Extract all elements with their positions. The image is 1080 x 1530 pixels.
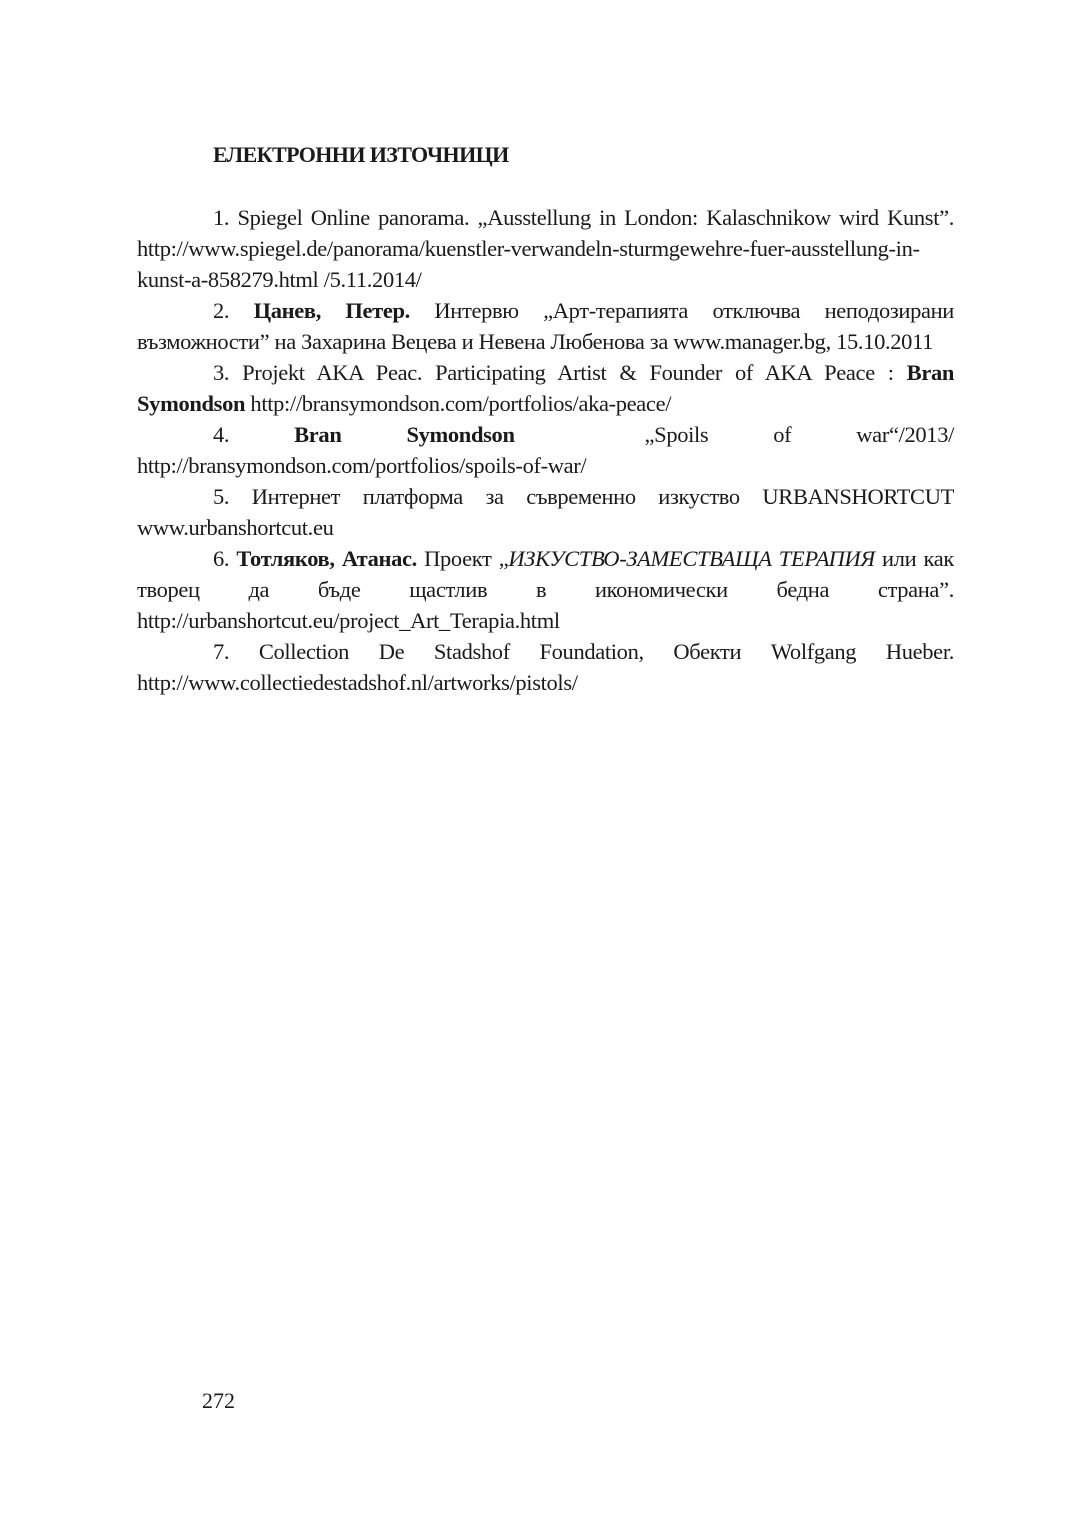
reference-text: „Spoils of war“/2013/ http://bransymondson.com/portfolios/spoils-of-war/ xyxy=(137,422,960,478)
reference-number: 3. xyxy=(213,360,243,385)
reference-number: 4. xyxy=(213,422,295,447)
reference-list xyxy=(137,202,960,698)
reference-number: 7. xyxy=(213,639,259,664)
reference-text-after: http://bransymondson.com/portfolios/aka-peace/ xyxy=(245,391,672,416)
reference-number: 2. xyxy=(213,298,254,323)
reference-text-after: или как творец да бъде щастлив в икономически бедна страна”. http://urbanshortcut.eu/project_Art_Terapia.html xyxy=(137,546,954,633)
reference-author: Bran Symondson xyxy=(137,360,955,416)
reference-title-italic: ИЗКУСТВО-ЗАМЕСТВАЩА ТЕРАПИЯ xyxy=(508,546,875,571)
reference-text-before: Projekt AKA Peac. Participating Artist & Founder of AKA Peace : xyxy=(242,360,907,385)
reference-text: Collection De Stadshof Foundation, Обекти Wolfgang Hueber. http://www.collectiedestadshof.nl/artworks/pistols/ xyxy=(137,639,954,695)
reference-author: Bran Symondson xyxy=(294,422,515,447)
reference-author: Тотляков, Атанас. xyxy=(236,546,417,571)
reference-author: Цанев, Петер. xyxy=(253,298,410,323)
reference-number: 6. xyxy=(213,546,237,571)
reference-item-1 xyxy=(137,202,954,295)
reference-item-2 xyxy=(137,295,954,357)
reference-item-3 xyxy=(137,357,954,419)
reference-number: 1. xyxy=(213,205,238,230)
reference-text: Интервю „Арт-терапията отключва неподозирани възможности” на Захарина Вецева и Невена Любенова за www.manager.bg, 15.10.2011 xyxy=(137,298,954,354)
page-number: 272 xyxy=(202,1388,235,1413)
reference-item-7 xyxy=(137,636,954,698)
reference-item-4 xyxy=(137,419,960,481)
section-heading: ЕЛЕКТРОННИ ИЗТОЧНИЦИ xyxy=(213,142,509,167)
reference-item-5 xyxy=(137,481,954,543)
reference-text-before: Проект „ xyxy=(416,546,509,571)
reference-item-6 xyxy=(137,543,954,636)
reference-text: Spiegel Online panorama. „Ausstellung in London: Kalaschnikow wird Kunst”. http://www.spiegel.de/panorama/kuenstler-verwandeln-sturmgewehre-fuer-ausstellung-in-kunst-a-858279.html /5.11.2014/ xyxy=(137,205,955,292)
reference-number: 5. xyxy=(213,484,252,509)
reference-text: Интернет платформа за съвременно изкуство URBANSHORTCUT www.urbanshortcut.eu xyxy=(137,484,955,540)
